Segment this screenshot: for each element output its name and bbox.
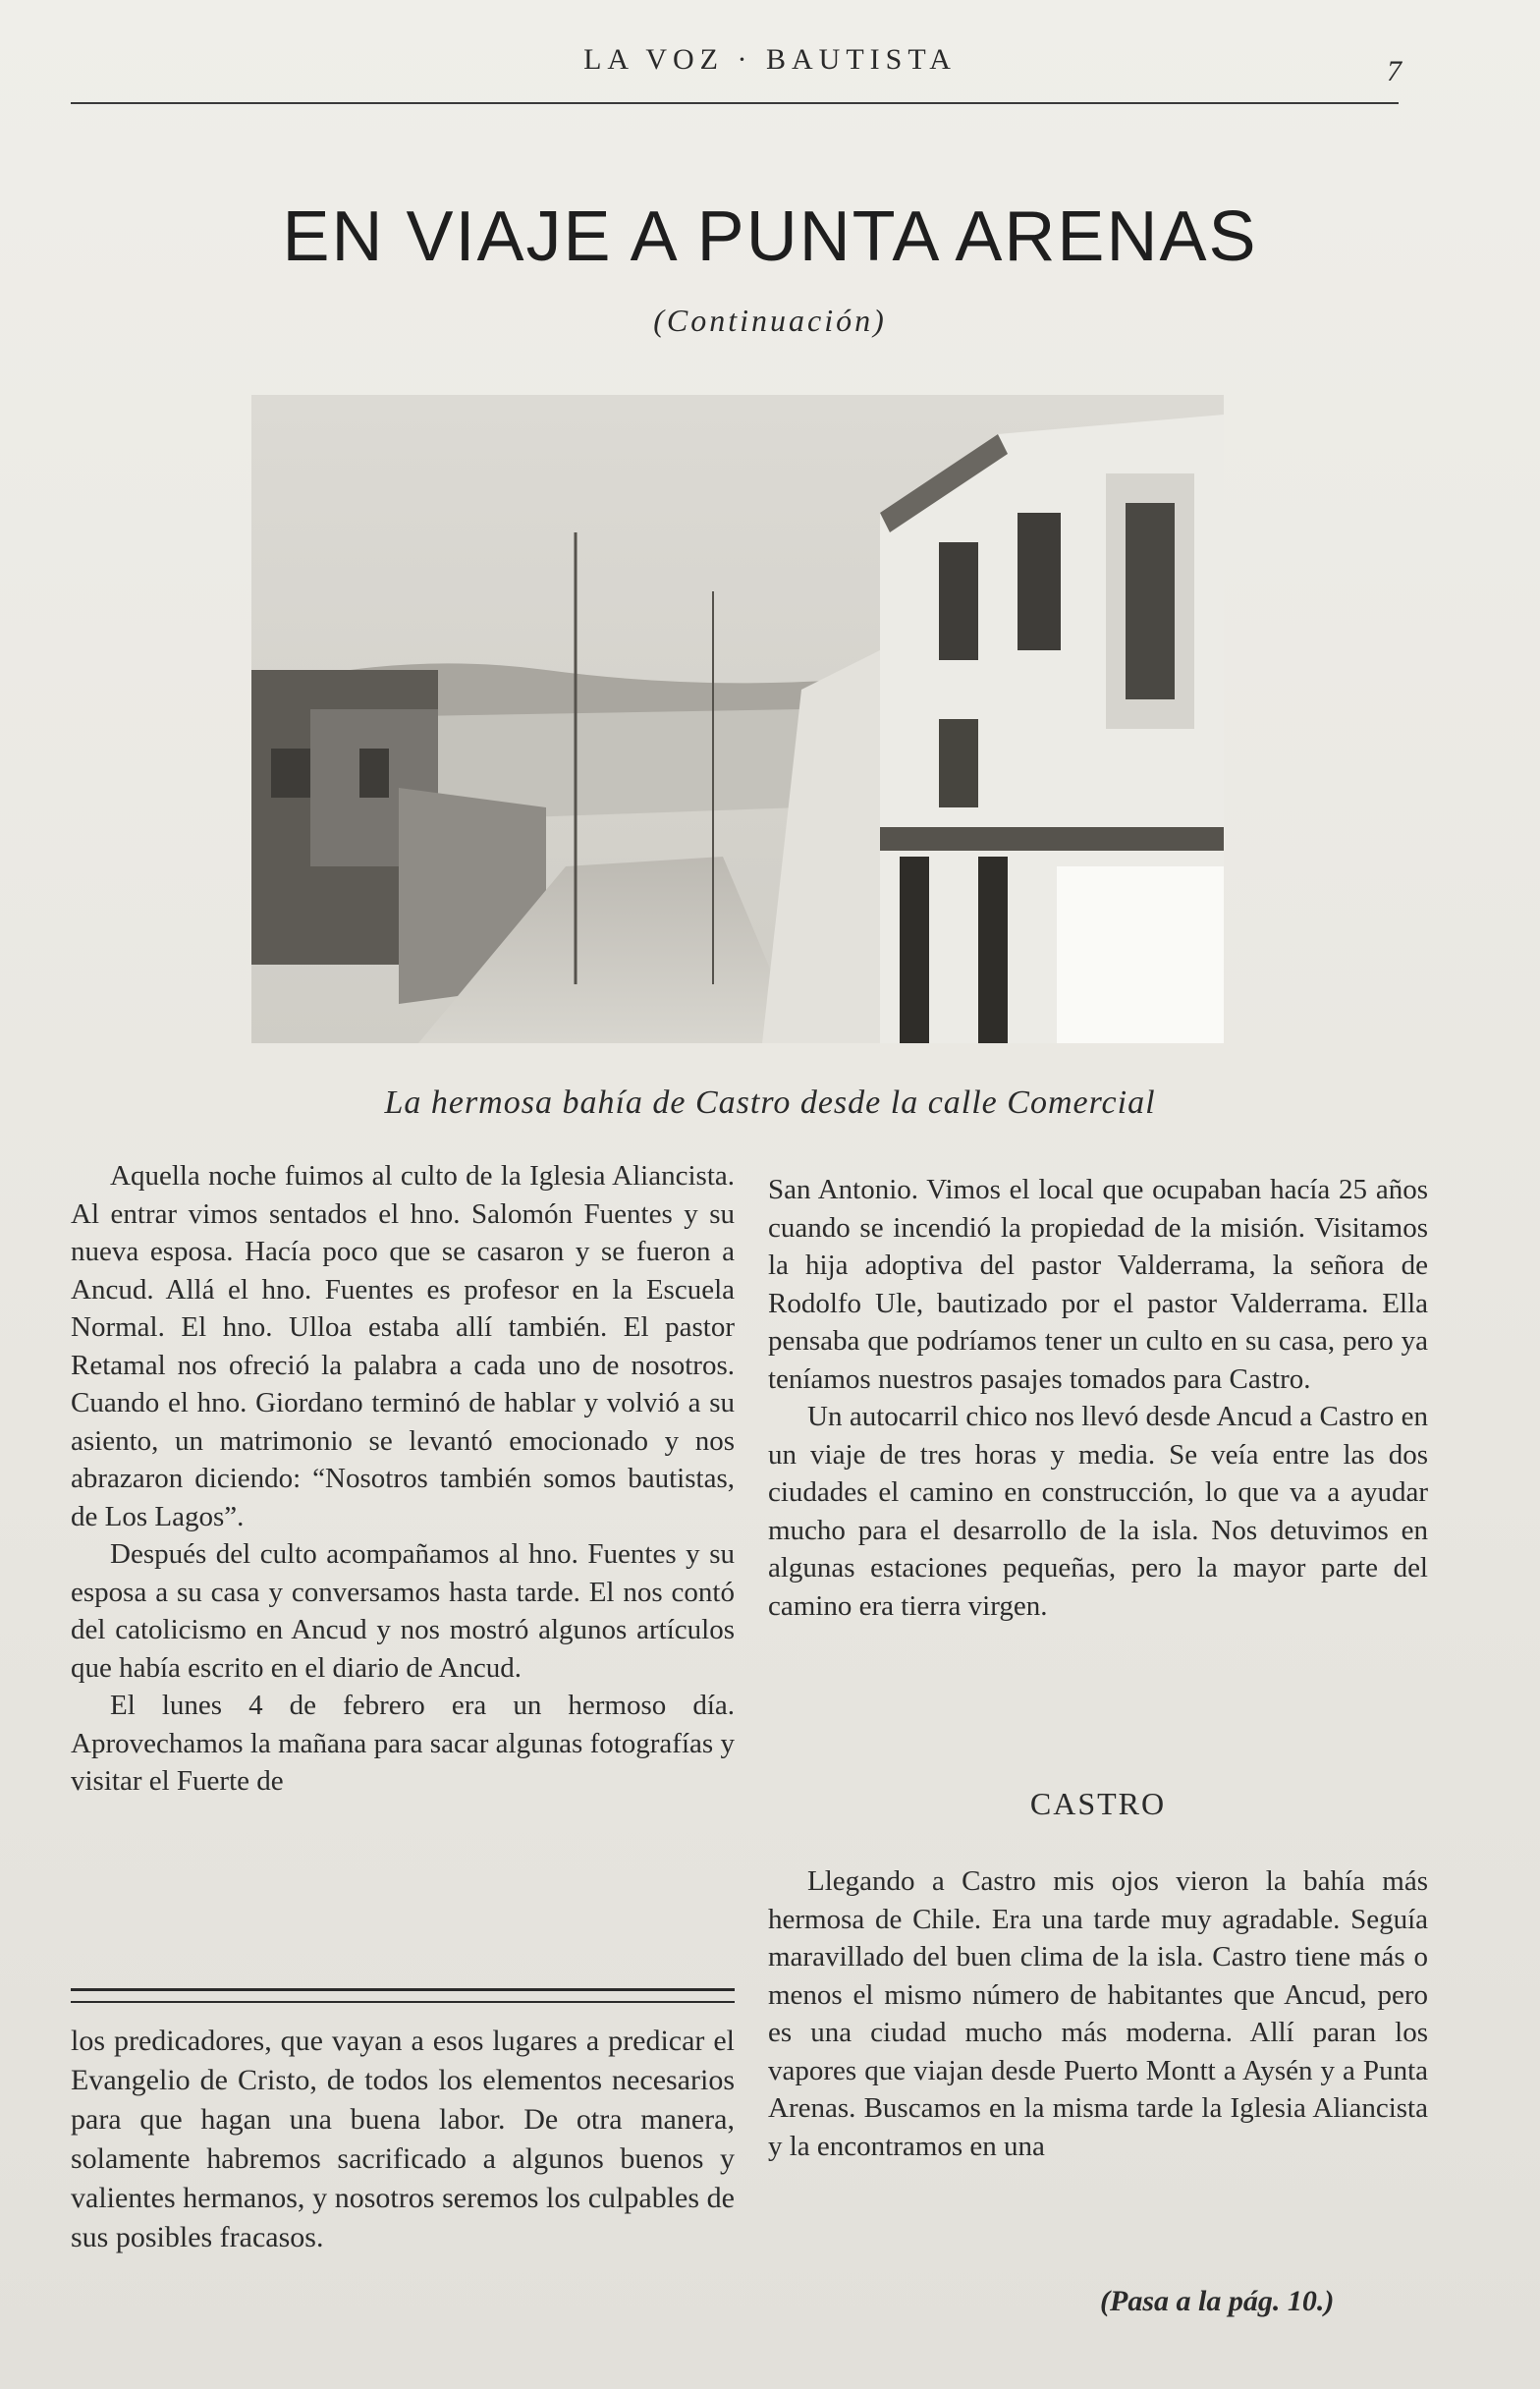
paragraph: Un autocarril chico nos llevó desde Ancud a Castro en un viaje de tres horas y media. Se veía entre las dos ciudades el camino en construcción, lo que va a ayudar mucho para el desarrollo de la isla. Nos detuvimos en algunas estaciones pequeñas, pero la mayor parte del camino era tierra virgen. — [768, 1401, 1428, 1622]
photo-caption: La hermosa bahía de Castro desde la calle Comercial — [384, 1084, 1156, 1121]
article-subtitle: (Continuación) — [653, 303, 887, 338]
running-head: LA VOZ · BAUTISTA — [583, 43, 957, 76]
paragraph: los predicadores, que vayan a esos lugares a predicar el Evangelio de Cristo, de todos los elementos necesarios para que hagan una buena labor. De otra manera, solamente habremos sacrificado a algunos buenos y valientes hermanos, y nosotros seremos los culpables de sus posibles fracasos. — [71, 2025, 735, 2253]
header-rule — [71, 102, 1399, 104]
left-column — [71, 1157, 735, 1801]
article-title: EN VIAJE A PUNTA ARENAS — [282, 197, 1258, 276]
continued-note: (Pasa a la pág. 10.) — [1100, 2285, 1335, 2317]
paragraph: El lunes 4 de febrero era un hermoso día. Aprovechamos la mañana para sacar algunas fotografías y visitar el Fuerte de — [71, 1690, 735, 1797]
right-column — [768, 1171, 1428, 1625]
double-rule-divider — [71, 1988, 735, 2003]
paragraph: Después del culto acompañamos al hno. Fuentes y su esposa a su casa y conversamos hasta tarde. El nos contó del catolicismo en Ancud y nos mostró algunos artículos que había escrito en el diario de Ancud. — [71, 1538, 735, 1684]
paragraph: Aquella noche fuimos al culto de la Iglesia Aliancista. Al entrar vimos sentados el hno. Salomón Fuentes y su nueva esposa. Hacía poco que se casaron y se fueron a Ancud. Allá el hno. Fuentes es profesor en la Escuela Normal. El hno. Ulloa estaba allí también. El pastor Retamal nos ofreció la palabra a cada uno de nosotros. Cuando el hno. Giordano terminó de hablar y volvió a su asiento, un matrimonio se levantó emocionado y nos abrazaron diciendo: “Nosotros también somos bautistas, de Los Lagos”. — [71, 1160, 735, 1532]
street-photo-illustration — [251, 395, 1224, 1043]
street-photo — [251, 395, 1224, 1043]
continuation-block — [71, 2022, 735, 2257]
paragraph: Llegando a Castro mis ojos vieron la bahía más hermosa de Chile. Era una tarde muy agradable. Seguía maravillado del buen clima de la isla. Castro tiene más o menos el mismo número de habitantes que Ancud, pero es una ciudad mucho más moderna. Allí paran los vapores que viajan desde Puerto Montt a Aysén y a Punta Arenas. Buscamos en la misma tarde la Iglesia Aliancista y la encontramos en una — [768, 1865, 1428, 2162]
section-body — [768, 1862, 1428, 2165]
paragraph: San Antonio. Vimos el local que ocupaban hacía 25 años cuando se incendió la propiedad de la misión. Visitamos la hija adoptiva del pastor Valderrama, la señora de Rodolfo Ule, bautizado por el pastor Valderrama. Ella pensaba que podríamos tener un culto en su casa, pero ya teníamos nuestros pasajes tomados para Castro. — [768, 1174, 1428, 1395]
section-heading: CASTRO — [1029, 1786, 1167, 1821]
page-number: 7 — [1387, 55, 1402, 87]
